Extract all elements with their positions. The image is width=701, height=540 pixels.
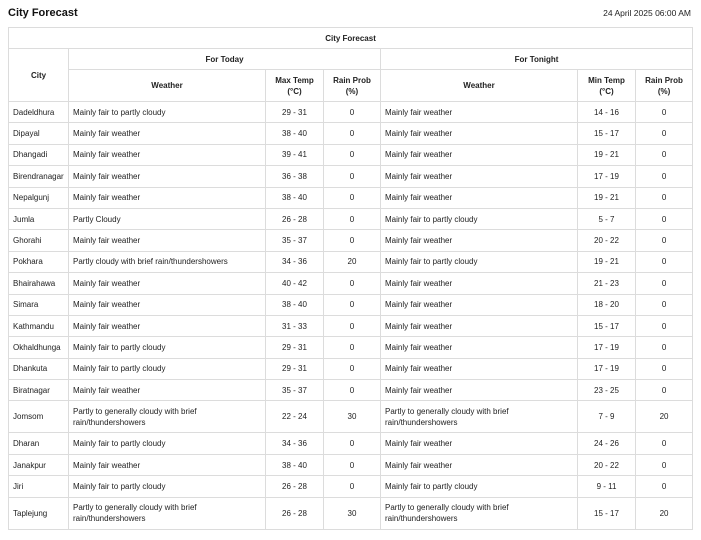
today-weather-cell: Mainly fair weather xyxy=(69,294,266,315)
max-temp-cell: 38 - 40 xyxy=(266,123,324,144)
column-header-today-weather: Weather xyxy=(69,70,266,102)
table-row xyxy=(9,401,693,433)
min-temp-cell: 15 - 17 xyxy=(578,497,636,529)
city-cell: Birendranagar xyxy=(9,166,69,187)
city-cell: Pokhara xyxy=(9,251,69,272)
max-temp-cell: 29 - 31 xyxy=(266,337,324,358)
today-weather-cell: Mainly fair weather xyxy=(69,166,266,187)
today-rain-prob-cell: 0 xyxy=(324,102,381,123)
city-cell: Dharan xyxy=(9,433,69,454)
table-row xyxy=(9,144,693,165)
max-temp-cell: 29 - 31 xyxy=(266,358,324,379)
table-row xyxy=(9,497,693,529)
city-cell: Bhairahawa xyxy=(9,273,69,294)
column-header-today-rain-prob: Rain Prob (%) xyxy=(324,70,381,102)
max-temp-cell: 40 - 42 xyxy=(266,273,324,294)
max-temp-cell: 38 - 40 xyxy=(266,294,324,315)
tonight-rain-prob-cell: 0 xyxy=(636,208,693,229)
today-rain-prob-cell: 0 xyxy=(324,166,381,187)
today-rain-prob-cell: 0 xyxy=(324,294,381,315)
forecast-datetime: 24 April 2025 06:00 AM xyxy=(603,8,691,18)
today-rain-prob-cell: 0 xyxy=(324,476,381,497)
tonight-rain-prob-cell: 0 xyxy=(636,230,693,251)
city-cell: Biratnagar xyxy=(9,380,69,401)
tonight-rain-prob-cell: 0 xyxy=(636,187,693,208)
today-weather-cell: Mainly fair weather xyxy=(69,273,266,294)
column-header-city: City xyxy=(9,49,69,102)
table-row xyxy=(9,337,693,358)
today-rain-prob-cell: 20 xyxy=(324,251,381,272)
tonight-weather-cell: Mainly fair weather xyxy=(381,166,578,187)
today-rain-prob-cell: 0 xyxy=(324,273,381,294)
today-weather-cell: Mainly fair weather xyxy=(69,315,266,336)
tonight-weather-cell: Mainly fair weather xyxy=(381,144,578,165)
max-temp-cell: 26 - 28 xyxy=(266,208,324,229)
today-rain-prob-cell: 0 xyxy=(324,358,381,379)
column-header-max-temp: Max Temp (°C) xyxy=(266,70,324,102)
table-row xyxy=(9,433,693,454)
today-weather-cell: Partly cloudy with brief rain/thundershowers xyxy=(69,251,266,272)
tonight-weather-cell: Mainly fair weather xyxy=(381,454,578,475)
today-rain-prob-cell: 0 xyxy=(324,454,381,475)
tonight-weather-cell: Partly to generally cloudy with brief rain/thundershowers xyxy=(381,401,578,433)
max-temp-cell: 38 - 40 xyxy=(266,454,324,475)
table-row xyxy=(9,208,693,229)
tonight-rain-prob-cell: 0 xyxy=(636,102,693,123)
group-header-today: For Today xyxy=(69,49,381,70)
max-temp-cell: 26 - 28 xyxy=(266,497,324,529)
tonight-rain-prob-cell: 0 xyxy=(636,144,693,165)
table-row xyxy=(9,380,693,401)
tonight-weather-cell: Mainly fair weather xyxy=(381,380,578,401)
today-weather-cell: Mainly fair weather xyxy=(69,454,266,475)
forecast-table xyxy=(8,27,693,530)
tonight-weather-cell: Mainly fair weather xyxy=(381,433,578,454)
min-temp-cell: 20 - 22 xyxy=(578,454,636,475)
tonight-rain-prob-cell: 0 xyxy=(636,123,693,144)
table-row xyxy=(9,315,693,336)
today-rain-prob-cell: 0 xyxy=(324,187,381,208)
city-cell: Ghorahi xyxy=(9,230,69,251)
today-weather-cell: Mainly fair weather xyxy=(69,123,266,144)
column-header-min-temp: Min Temp (°C) xyxy=(578,70,636,102)
tonight-rain-prob-cell: 0 xyxy=(636,337,693,358)
tonight-weather-cell: Partly to generally cloudy with brief rain/thundershowers xyxy=(381,497,578,529)
tonight-weather-cell: Mainly fair weather xyxy=(381,230,578,251)
today-weather-cell: Mainly fair weather xyxy=(69,230,266,251)
min-temp-cell: 15 - 17 xyxy=(578,123,636,144)
tonight-weather-cell: Mainly fair to partly cloudy xyxy=(381,251,578,272)
group-header-tonight: For Tonight xyxy=(381,49,693,70)
city-cell: Janakpur xyxy=(9,454,69,475)
table-row xyxy=(9,294,693,315)
today-rain-prob-cell: 30 xyxy=(324,401,381,433)
max-temp-cell: 34 - 36 xyxy=(266,251,324,272)
min-temp-cell: 5 - 7 xyxy=(578,208,636,229)
page-title: City Forecast xyxy=(8,7,78,19)
today-rain-prob-cell: 0 xyxy=(324,315,381,336)
min-temp-cell: 15 - 17 xyxy=(578,315,636,336)
today-weather-cell: Mainly fair to partly cloudy xyxy=(69,102,266,123)
table-row xyxy=(9,476,693,497)
table-row xyxy=(9,273,693,294)
min-temp-cell: 17 - 19 xyxy=(578,166,636,187)
today-rain-prob-cell: 0 xyxy=(324,230,381,251)
min-temp-cell: 23 - 25 xyxy=(578,380,636,401)
table-row xyxy=(9,102,693,123)
city-cell: Dadeldhura xyxy=(9,102,69,123)
max-temp-cell: 39 - 41 xyxy=(266,144,324,165)
tonight-rain-prob-cell: 0 xyxy=(636,358,693,379)
tonight-weather-cell: Mainly fair weather xyxy=(381,187,578,208)
max-temp-cell: 35 - 37 xyxy=(266,230,324,251)
max-temp-cell: 38 - 40 xyxy=(266,187,324,208)
tonight-weather-cell: Mainly fair to partly cloudy xyxy=(381,476,578,497)
max-temp-cell: 36 - 38 xyxy=(266,166,324,187)
min-temp-cell: 17 - 19 xyxy=(578,337,636,358)
tonight-weather-cell: Mainly fair weather xyxy=(381,294,578,315)
today-weather-cell: Mainly fair weather xyxy=(69,187,266,208)
today-weather-cell: Mainly fair weather xyxy=(69,144,266,165)
today-weather-cell: Mainly fair to partly cloudy xyxy=(69,476,266,497)
city-cell: Okhaldhunga xyxy=(9,337,69,358)
tonight-rain-prob-cell: 0 xyxy=(636,166,693,187)
max-temp-cell: 26 - 28 xyxy=(266,476,324,497)
today-rain-prob-cell: 0 xyxy=(324,144,381,165)
tonight-rain-prob-cell: 0 xyxy=(636,380,693,401)
city-cell: Kathmandu xyxy=(9,315,69,336)
city-cell: Jomsom xyxy=(9,401,69,433)
today-weather-cell: Partly Cloudy xyxy=(69,208,266,229)
city-cell: Simara xyxy=(9,294,69,315)
tonight-rain-prob-cell: 20 xyxy=(636,401,693,433)
tonight-rain-prob-cell: 0 xyxy=(636,454,693,475)
table-title: City Forecast xyxy=(9,28,693,49)
tonight-rain-prob-cell: 0 xyxy=(636,476,693,497)
today-weather-cell: Partly to generally cloudy with brief rain/thundershowers xyxy=(69,497,266,529)
min-temp-cell: 20 - 22 xyxy=(578,230,636,251)
tonight-rain-prob-cell: 0 xyxy=(636,294,693,315)
today-weather-cell: Mainly fair to partly cloudy xyxy=(69,433,266,454)
table-row xyxy=(9,454,693,475)
today-rain-prob-cell: 0 xyxy=(324,208,381,229)
max-temp-cell: 29 - 31 xyxy=(266,102,324,123)
tonight-weather-cell: Mainly fair weather xyxy=(381,337,578,358)
city-cell: Dhankuta xyxy=(9,358,69,379)
tonight-weather-cell: Mainly fair weather xyxy=(381,315,578,336)
min-temp-cell: 21 - 23 xyxy=(578,273,636,294)
today-weather-cell: Mainly fair to partly cloudy xyxy=(69,337,266,358)
tonight-weather-cell: Mainly fair weather xyxy=(381,123,578,144)
min-temp-cell: 17 - 19 xyxy=(578,358,636,379)
today-weather-cell: Partly to generally cloudy with brief rain/thundershowers xyxy=(69,401,266,433)
column-header-tonight-rain-prob: Rain Prob (%) xyxy=(636,70,693,102)
city-cell: Nepalgunj xyxy=(9,187,69,208)
tonight-rain-prob-cell: 0 xyxy=(636,273,693,294)
max-temp-cell: 35 - 37 xyxy=(266,380,324,401)
today-rain-prob-cell: 0 xyxy=(324,380,381,401)
tonight-rain-prob-cell: 0 xyxy=(636,433,693,454)
max-temp-cell: 34 - 36 xyxy=(266,433,324,454)
tonight-rain-prob-cell: 20 xyxy=(636,497,693,529)
tonight-weather-cell: Mainly fair to partly cloudy xyxy=(381,208,578,229)
city-cell: Jumla xyxy=(9,208,69,229)
city-cell: Dhangadi xyxy=(9,144,69,165)
tonight-weather-cell: Mainly fair weather xyxy=(381,273,578,294)
min-temp-cell: 9 - 11 xyxy=(578,476,636,497)
today-rain-prob-cell: 0 xyxy=(324,433,381,454)
min-temp-cell: 19 - 21 xyxy=(578,251,636,272)
table-row xyxy=(9,251,693,272)
today-rain-prob-cell: 0 xyxy=(324,337,381,358)
tonight-rain-prob-cell: 0 xyxy=(636,315,693,336)
table-row xyxy=(9,187,693,208)
today-rain-prob-cell: 30 xyxy=(324,497,381,529)
table-row xyxy=(9,230,693,251)
table-row xyxy=(9,358,693,379)
min-temp-cell: 19 - 21 xyxy=(578,187,636,208)
page-header xyxy=(0,0,701,24)
tonight-rain-prob-cell: 0 xyxy=(636,251,693,272)
city-cell: Jiri xyxy=(9,476,69,497)
city-cell: Dipayal xyxy=(9,123,69,144)
column-header-tonight-weather: Weather xyxy=(381,70,578,102)
max-temp-cell: 31 - 33 xyxy=(266,315,324,336)
today-weather-cell: Mainly fair to partly cloudy xyxy=(69,358,266,379)
today-rain-prob-cell: 0 xyxy=(324,123,381,144)
min-temp-cell: 14 - 16 xyxy=(578,102,636,123)
tonight-weather-cell: Mainly fair weather xyxy=(381,358,578,379)
today-weather-cell: Mainly fair weather xyxy=(69,380,266,401)
min-temp-cell: 19 - 21 xyxy=(578,144,636,165)
max-temp-cell: 22 - 24 xyxy=(266,401,324,433)
min-temp-cell: 7 - 9 xyxy=(578,401,636,433)
table-row xyxy=(9,123,693,144)
city-cell: Taplejung xyxy=(9,497,69,529)
forecast-rows xyxy=(9,102,693,530)
table-row xyxy=(9,166,693,187)
min-temp-cell: 24 - 26 xyxy=(578,433,636,454)
tonight-weather-cell: Mainly fair weather xyxy=(381,102,578,123)
min-temp-cell: 18 - 20 xyxy=(578,294,636,315)
